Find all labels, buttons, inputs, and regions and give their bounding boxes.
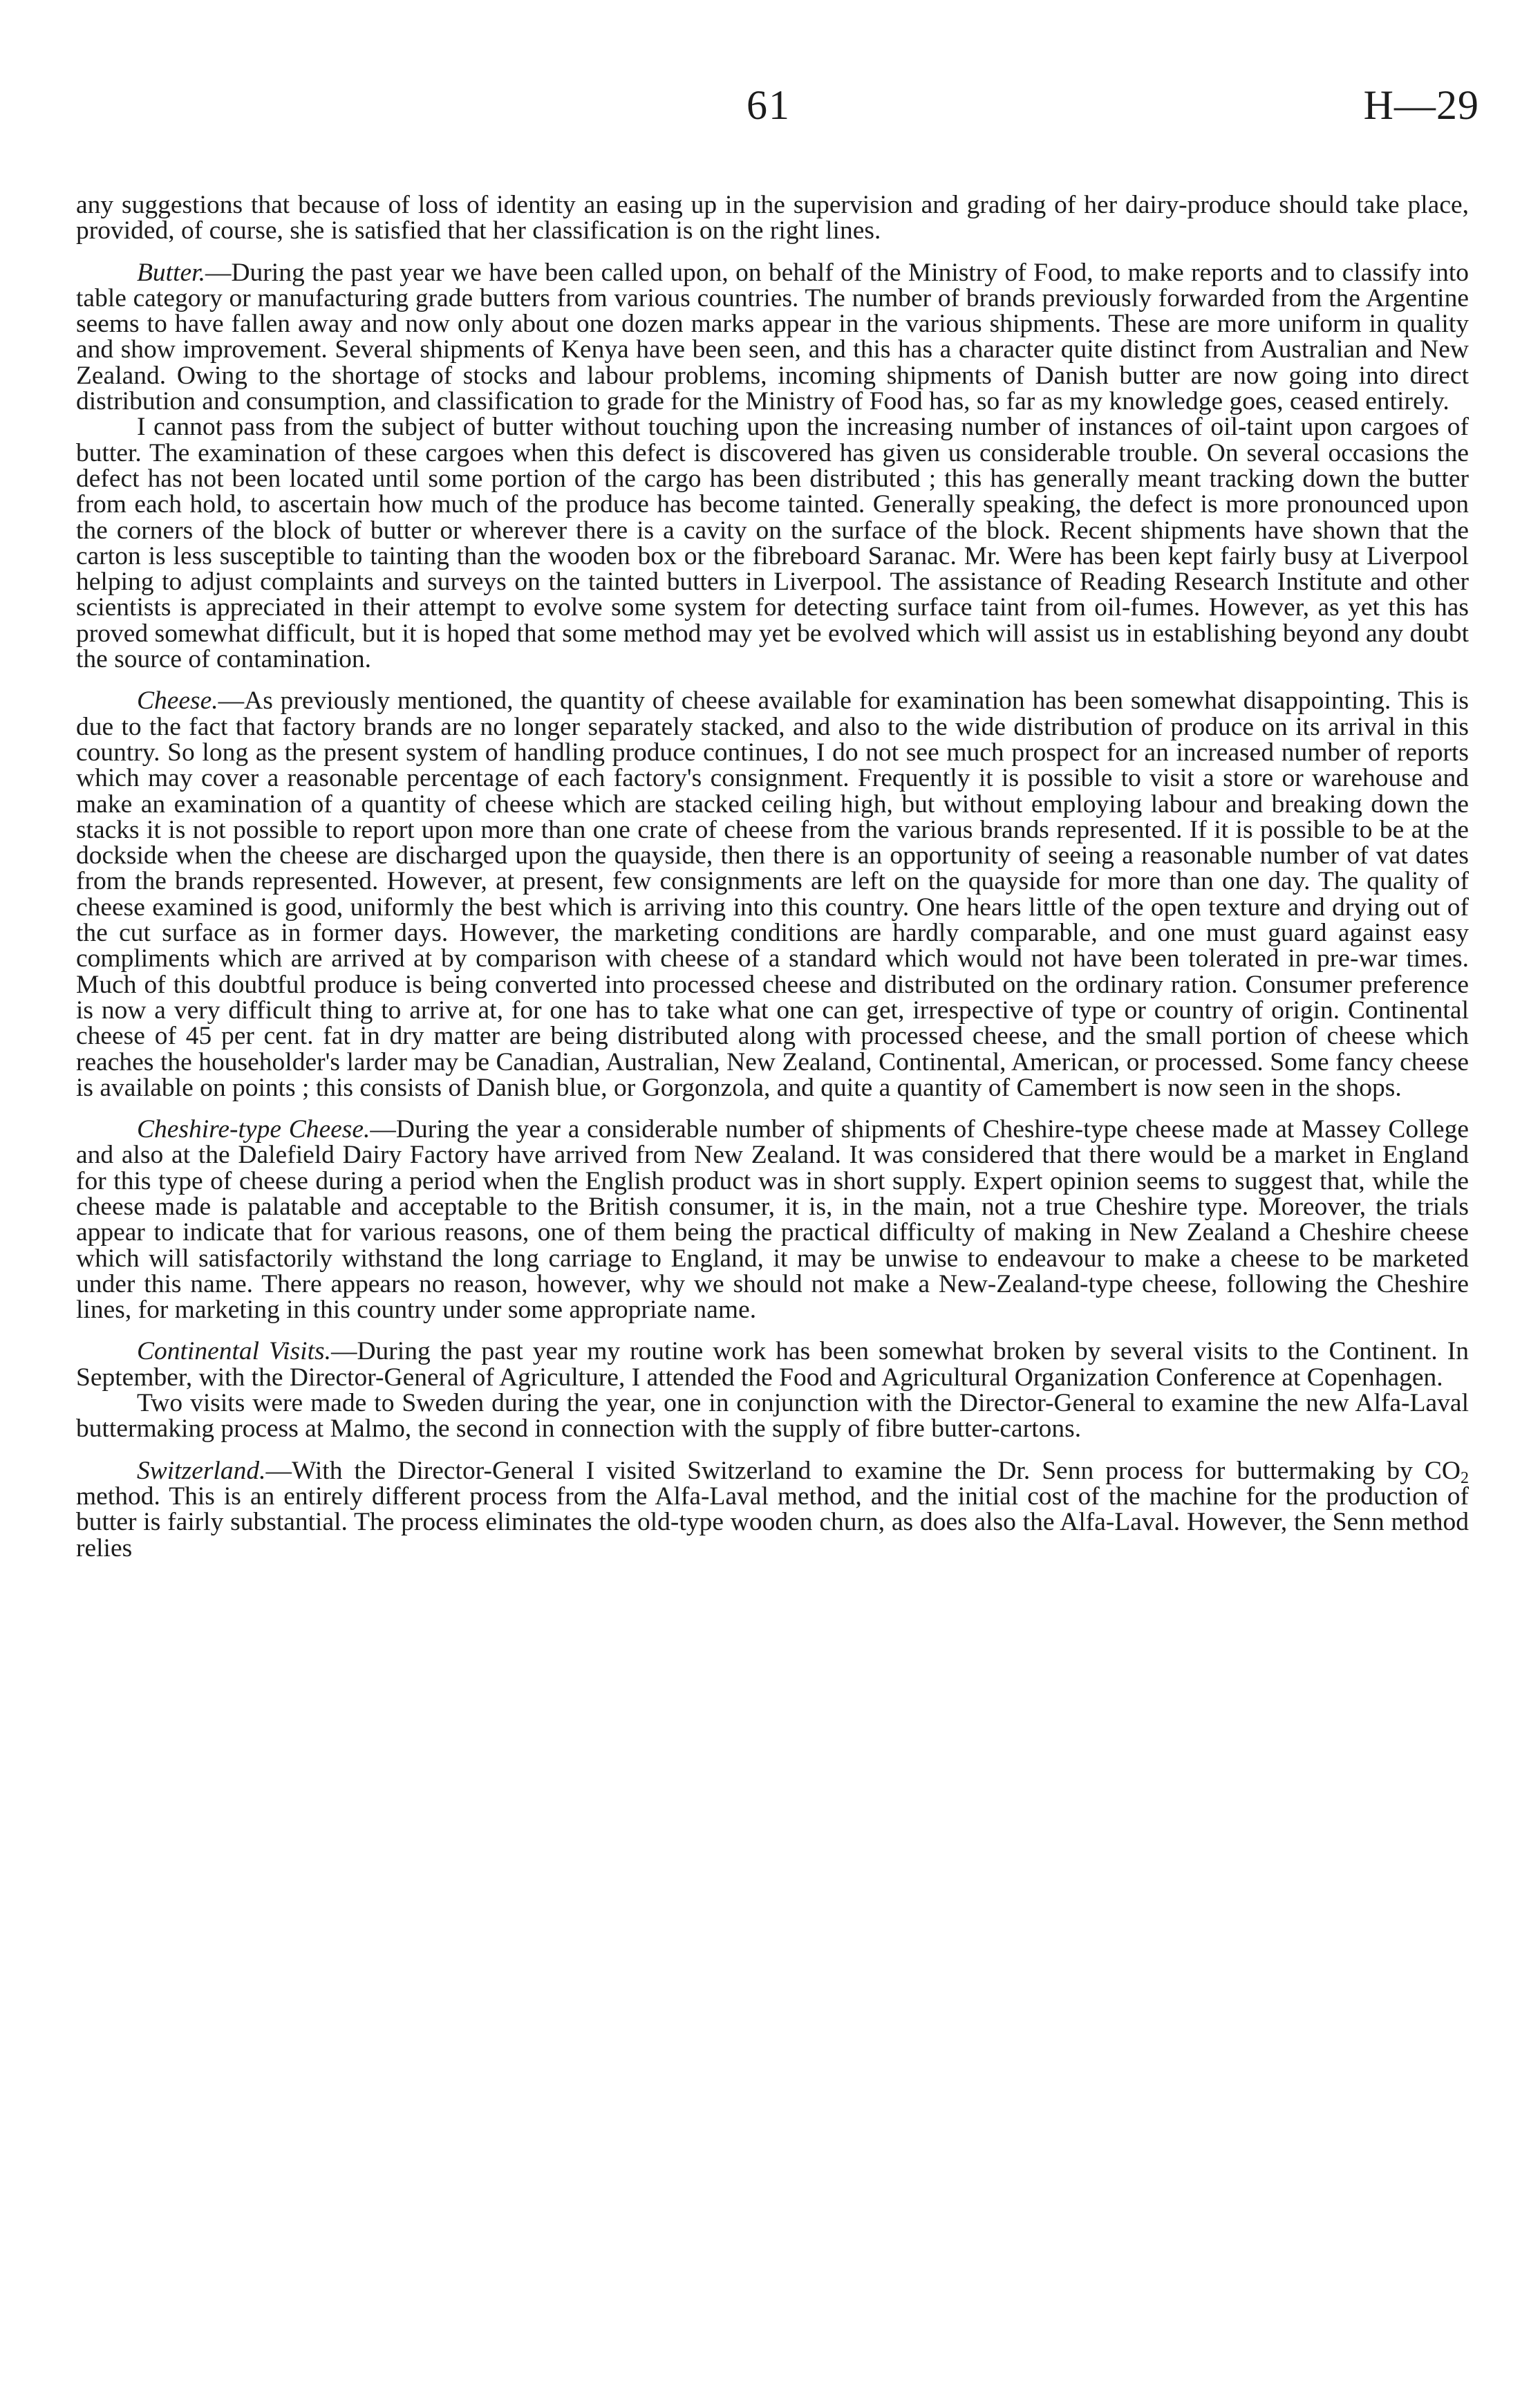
subscript-two: 2 xyxy=(1461,1468,1469,1487)
heading-butter: Butter. xyxy=(137,258,205,287)
paragraph-butter xyxy=(76,260,1469,415)
paragraph-sweden: Two visits were made to Sweden during the year, one in conjunction with the Director-General to examine the new Alfa-Laval buttermaking process at Malmo, the second in connection with the supply of fibre butter-cartons. xyxy=(76,1389,1469,1444)
heading-cheese: Cheese. xyxy=(137,687,218,716)
paragraph-continuation: any suggestions that because of loss of identity an easing up in the supervision and grading of her dairy-produce should take place, provided, of course, she is satisfied that her classification is on the right lines. xyxy=(76,191,1469,245)
paragraph-switzerland xyxy=(76,1458,1469,1561)
paragraph-cheese-text: —As previously mentioned, the quantity of cheese available for examination has been somewhat disappointing. This is due to the fact that factory brands are no longer separately stacked, and also to the wide distribution of produce on its arrival in this country. So long as the present system of handling produce continues, I do not see much prospect for an increased number of reports which may cover a reasonable percentage of each factory's consignment. Frequently it is possible to visit a store or warehouse and make an examination of a quantity of cheese which are stacked ceiling high, but without employing labour and breaking down the stacks it is not possible to report upon more than one crate of cheese from the various brands represented. If it is possible to be at the dockside when the cheese are discharged upon the quayside, then there is an opportunity of seeing a reasonable number of vat dates from the brands represented. However, at present, few consignments are left on the quayside for more than one day. The quality of cheese examined is good, uniformly the best which is arriving into this country. One hears little of the open texture and drying out of the cut surface as in former days. However, the marketing conditions are hardly comparable, and one must guard against easy compliments which are arrived at by comparison with cheese of a standard which would not have been tolerated in pre-war times. Much of this doubtful produce is being converted into processed cheese and distributed on the ordinary ration. Consumer preference is now a very difficult thing to arrive at, for one has to take what one can get, irrespective of type or country of origin. Continental cheese of 45 per cent. fat in dry matter are being distributed along with processed cheese, and the small portion of cheese which reaches the householder's larder may be Canadian, Australian, New Zealand, Continental, American, or processed. Some fancy cheese is available on points ; this consists of Danish blue, or Gorgonzola, and quite a quantity of Camembert is now seen in the shops. xyxy=(76,687,1469,1102)
document-reference: H—29 xyxy=(1363,82,1479,128)
heading-cheshire: Cheshire-type Cheese. xyxy=(137,1115,370,1144)
page-header xyxy=(0,82,1540,144)
paragraph-oil-taint: I cannot pass from the subject of butter without touching upon the increasing number of instances of oil-taint upon cargoes of butter. The examination of these cargoes when this defect is discovered has given us considerable trouble. On several occasions the defect has not been located until some portion of the cargo has been distributed ; this has generally meant tracking down the butter from each hold, to ascertain how much of the produce has become tainted. Generally speaking, the defect is more pronounced upon the corners of the block of butter or wherever there is a cavity on the surface of the block. Recent shipments have shown that the carton is less susceptible to tainting than the wooden box or the fibreboard Saranac. Mr. Were has been kept fairly busy at Liverpool helping to adjust complaints and surveys on the tainted butters in Liverpool. The assistance of Reading Research Institute and other scientists is appreciated in their attempt to evolve some system for detecting surface taint from oil-fumes. However, as yet this has proved somewhat difficult, but it is hoped that some method may yet be evolved which will assist us in establishing beyond any doubt the source of contamination. xyxy=(76,413,1469,674)
paragraph-cheshire-text: —During the year a considerable number of shipments of Cheshire-type cheese made at Massey College and also at the Dalefield Dairy Factory have arrived from New Zealand. It was considered that there would be a market in England for this type of cheese during a period when the English product was in short supply. Expert opinion seems to suggest that, while the cheese made is palatable and acceptable to the British consumer, it is, in the main, not a true Cheshire type. Moreover, the trials appear to indicate that for various reasons, one of them being the practical difficulty of making in New Zealand a Cheshire cheese which will satisfactorily withstand the long carriage to England, it may be unwise to endeavour to make a cheese to be marketed under this name. There appears no reason, however, why we should not make a New-Zealand-type cheese, following the Cheshire lines, for marketing in this country under some appropriate name. xyxy=(76,1115,1469,1325)
paragraph-continental xyxy=(76,1338,1469,1390)
paragraph-continental-text: —During the past year my routine work has been somewhat broken by several visits to the Continent. In September, with the Director-General of Agriculture, I attended the Food and Agricultural Organization Conference at Copenhagen. xyxy=(76,1337,1469,1392)
heading-continental: Continental Visits. xyxy=(137,1337,331,1366)
heading-switzerland: Switzerland. xyxy=(137,1456,266,1485)
paragraph-switzerland-text-a: —With the Director-General I visited Switzerland to examine the Dr. Senn process for buttermaking by CO xyxy=(265,1456,1461,1485)
paragraph-cheese xyxy=(76,688,1469,1101)
paragraph-switzerland-text-b: method. This is an entirely different process from the Alfa-Laval method, and the initial cost of the machine for the production of butter is fairly substantial. The process eliminates the old-type wooden churn, as does also the Alfa-Laval. However, the Senn method relies xyxy=(76,1482,1469,1562)
page-number: 61 xyxy=(746,82,791,128)
paragraph-cheshire xyxy=(76,1117,1469,1323)
body-text xyxy=(76,192,1469,1561)
paragraph-butter-text: —During the past year we have been called upon, on behalf of the Ministry of Food, to make reports and to classify into table category or manufacturing grade butters from various countries. The number of brands previously forwarded from the Argentine seems to have fallen away and now only about one dozen marks appear in the various shipments. These are more uniform in quality and show improvement. Several shipments of Kenya have been seen, and this has a character quite distinct from Australian and New Zealand. Owing to the shortage of stocks and labour problems, incoming shipments of Danish butter are now going into direct distribution and consumption, and classification to grade for the Ministry of Food has, so far as my knowledge goes, ceased entirely. xyxy=(76,258,1469,416)
